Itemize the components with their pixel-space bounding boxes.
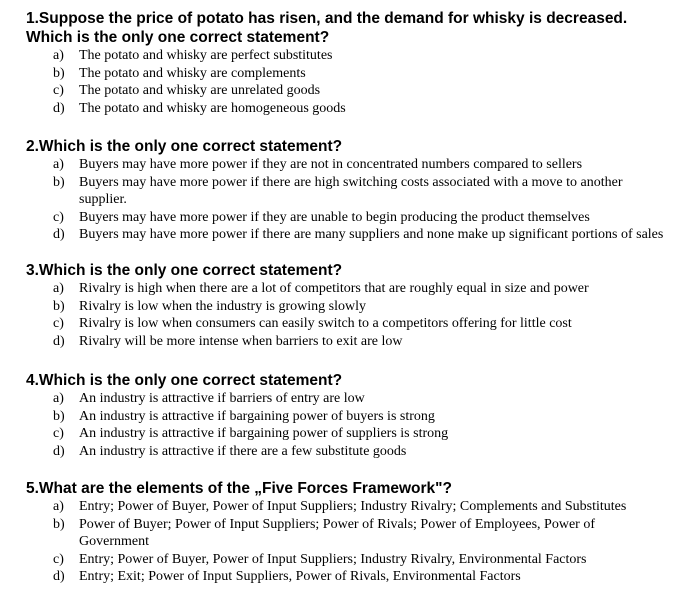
- option-c: [0, 82, 700, 100]
- option-a: [0, 498, 700, 516]
- option-letter: a): [53, 48, 64, 63]
- option-text: Power of Buyer; Power of Input Suppliers; Power of Rivals; Power of Employees, Power of: [79, 516, 595, 532]
- option-text: Buyers may have more power if they are unable to begin producing the product themselves: [79, 209, 590, 225]
- option-text: Entry; Exit; Power of Input Suppliers, Power of Rivals, Environmental Factors: [79, 569, 521, 584]
- question-4: [0, 371, 700, 460]
- option-text: Rivalry is low when consumers can easily switch to a competitors offering for little cost: [79, 316, 572, 331]
- option-list: [0, 280, 700, 350]
- option-letter: d): [53, 100, 65, 116]
- question-title: 3.Which is the only one correct statement?: [26, 262, 343, 279]
- option-d: [0, 443, 700, 461]
- option-c: [0, 209, 700, 227]
- option-letter: c): [53, 83, 64, 98]
- question-3: [0, 261, 700, 350]
- question-title: 4.Which is the only one correct statement?: [26, 372, 343, 389]
- option-a: [0, 156, 700, 174]
- option-text: The potato and whisky are perfect substitutes: [79, 48, 333, 63]
- question-title: 1.Suppose the price of potato has risen, and the demand for whisky is decreased.: [26, 10, 628, 27]
- option-c: [0, 425, 700, 443]
- option-text: Rivalry will be more intense when barriers to exit are low: [79, 333, 403, 349]
- option-text: The potato and whisky are unrelated goods: [79, 83, 321, 98]
- option-a: [0, 280, 700, 298]
- option-letter: a): [53, 391, 64, 406]
- option-letter: b): [53, 298, 65, 314]
- option-letter: c): [53, 316, 64, 331]
- option-text-continued: Government: [79, 534, 149, 549]
- option-text: Entry; Power of Buyer, Power of Input Suppliers; Industry Rivalry, Environmental Factors: [79, 551, 587, 567]
- option-letter: c): [53, 551, 64, 567]
- option-list: [0, 47, 700, 117]
- option-d: [0, 100, 700, 118]
- option-text: The potato and whisky are complements: [79, 65, 306, 81]
- question-1: [0, 9, 700, 117]
- option-text-continued: supplier.: [79, 192, 127, 207]
- option-text: Buyers may have more power if there are high switching costs associated with a move to another: [79, 174, 623, 190]
- option-c: [0, 551, 700, 569]
- option-b: [0, 516, 700, 551]
- option-c: [0, 315, 700, 333]
- option-list: [0, 390, 700, 460]
- option-letter: a): [53, 281, 64, 296]
- option-text: An industry is attractive if bargaining power of suppliers is strong: [79, 426, 449, 441]
- option-text: Rivalry is high when there are a lot of competitors that are roughly equal in size and power: [79, 281, 589, 296]
- option-text: An industry is attractive if bargaining power of buyers is strong: [79, 408, 435, 424]
- option-b: [0, 174, 700, 209]
- option-d: [0, 568, 700, 586]
- option-text: An industry is attractive if there are a few substitute goods: [79, 443, 407, 459]
- option-letter: d): [53, 443, 65, 459]
- option-text: The potato and whisky are homogeneous goods: [79, 100, 346, 116]
- option-list: [0, 498, 700, 586]
- option-b: [0, 65, 700, 83]
- option-b: [0, 298, 700, 316]
- option-text: Entry; Power of Buyer, Power of Input Suppliers; Industry Rivalry; Complements and Substitutes: [79, 499, 627, 514]
- option-text: Rivalry is low when the industry is growing slowly: [79, 298, 366, 314]
- option-letter: b): [53, 408, 65, 424]
- option-text: Buyers may have more power if they are not in concentrated numbers compared to sellers: [79, 157, 583, 172]
- question-title: 2.Which is the only one correct statement?: [26, 138, 343, 155]
- option-letter: b): [53, 65, 65, 81]
- option-b: [0, 408, 700, 426]
- option-a: [0, 390, 700, 408]
- option-letter: d): [53, 569, 65, 584]
- option-letter: c): [53, 426, 64, 441]
- option-a: [0, 47, 700, 65]
- option-d: [0, 226, 700, 244]
- question-5: [0, 479, 700, 586]
- option-letter: b): [53, 174, 65, 190]
- option-text: Buyers may have more power if there are many suppliers and none make up significant portions of sales: [79, 227, 664, 242]
- question-title: 5.What are the elements of the „Five Forces Framework"?: [26, 480, 452, 497]
- option-letter: a): [53, 157, 64, 172]
- option-text: An industry is attractive if barriers of entry are low: [79, 391, 365, 406]
- option-letter: d): [53, 333, 65, 349]
- question-2: [0, 137, 700, 244]
- question-title-line-2: Which is the only one correct statement?: [26, 29, 330, 46]
- option-letter: d): [53, 227, 65, 242]
- option-letter: b): [53, 516, 65, 532]
- option-list: [0, 156, 700, 244]
- option-letter: c): [53, 209, 64, 225]
- option-d: [0, 333, 700, 351]
- option-letter: a): [53, 499, 64, 514]
